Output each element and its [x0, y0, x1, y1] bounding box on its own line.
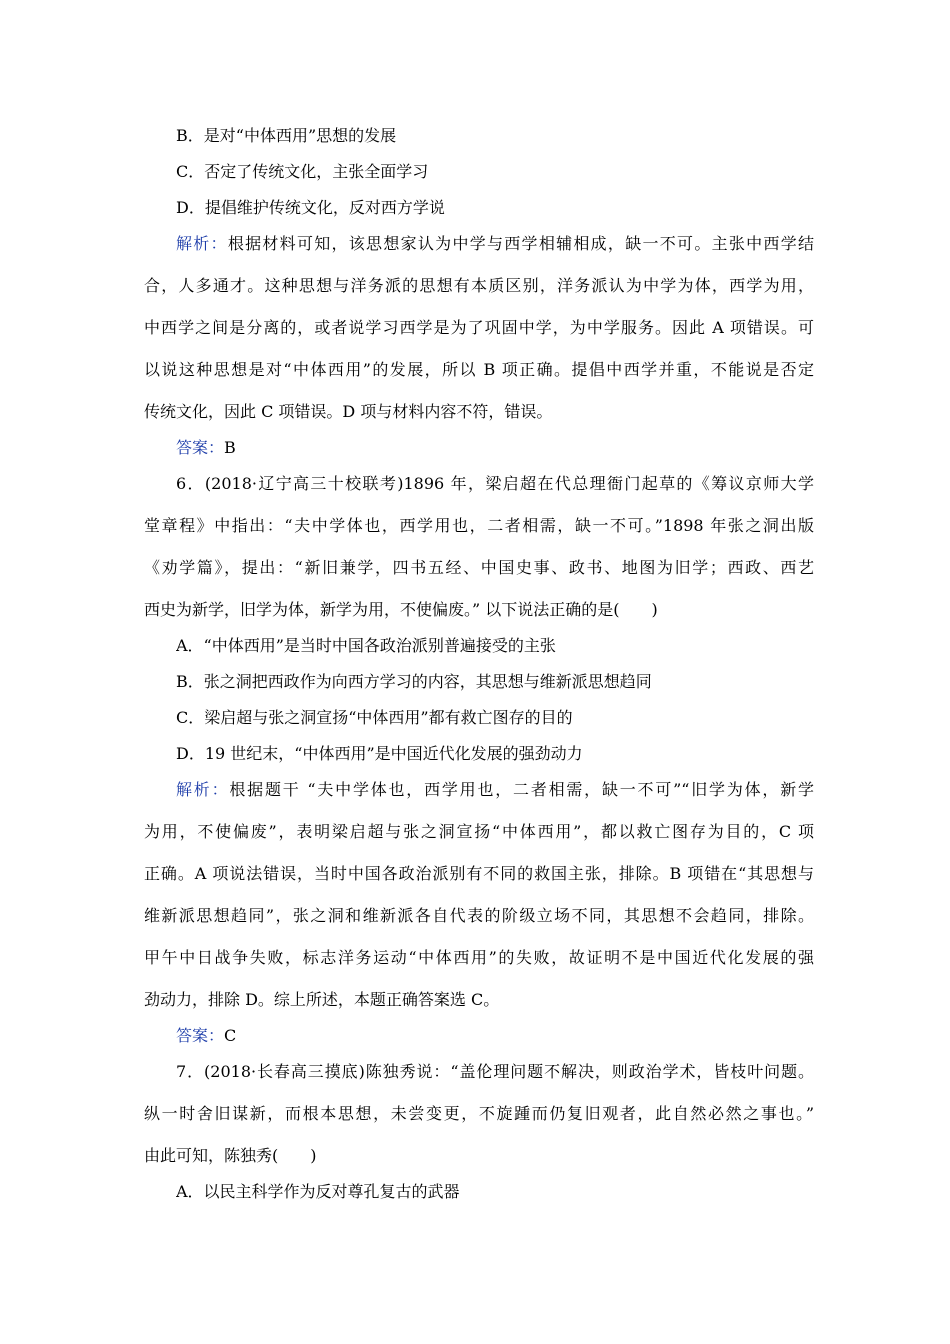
- q6-stem-line: 《劝学篇》，提出：“新旧兼学，四书五经、中国史事、政书、地图为旧学；西政、西艺: [144, 558, 814, 577]
- q6-analysis-line: 劲动力，排除 D。综上所述，本题正确答案选 C。: [144, 990, 500, 1009]
- q6-stem-line: 堂章程》中指出：“夫中学体也，西学用也，二者相需，缺一不可。”1898 年张之洞出版: [144, 516, 814, 535]
- q5-analysis-line: 解析：根据材料可知，该思想家认为中学与西学相辅相成，缺一不可。主张中西学结: [176, 234, 814, 253]
- q7-stem-line: 纵一时舍旧谋新，而根本思想，未尝变更，不旋踵而仍复旧观者，此自然必然之事也。”: [144, 1104, 814, 1123]
- q5-answer: [176, 433, 814, 463]
- q6-option-b: B．张之洞把西政作为向西方学习的内容，其思想与维新派思想趋同: [176, 672, 652, 691]
- q6-analysis-line: 解析：根据题干 “夫中学体也，西学用也，二者相需，缺一不可”“旧学为体，新学: [176, 780, 814, 799]
- q5-option-b: B．是对“中体西用”思想的发展: [176, 126, 397, 145]
- q6-option-d: D．19 世纪末，“中体西用”是中国近代化发展的强劲动力: [176, 744, 583, 763]
- q6-analysis-line: 为用，不使偏废”，表明梁启超与张之洞宣扬“中体西用”，都以救亡图存为目的，C 项: [144, 822, 814, 841]
- q5-analysis-line: 以说这种思想是对“中体西用”的发展，所以 B 项正确。提倡中西学并重，不能说是否定: [144, 360, 814, 379]
- q6-answer-value: C: [224, 1026, 237, 1045]
- q6-answer: [176, 1021, 814, 1051]
- q5-analysis-label: 解析：: [176, 234, 228, 253]
- q7-option-a: A．以民主科学作为反对尊孔复古的武器: [176, 1182, 460, 1201]
- q6-analysis-line: 正确。A 项说法错误，当时中国各政治派别有不同的救国主张，排除。B 项错在“其思想与: [144, 864, 814, 883]
- q6-analysis-line: 维新派思想趋同”，张之洞和维新派各自代表的阶级立场不同，其思想不会趋同，排除。: [144, 906, 814, 925]
- q5-option-d: D．提倡维护传统文化，反对西方学说: [176, 198, 445, 217]
- q6-stem-line: 6．(2018·辽宁高三十校联考)1896 年，梁启超在代总理衙门起草的《筹议京师大学: [176, 474, 814, 493]
- q5-answer-value: B: [224, 438, 236, 457]
- q5-analysis-line: 传统文化，因此 C 项错误。D 项与材料内容不符，错误。: [144, 402, 553, 421]
- q6-analysis-label: 解析：: [176, 780, 230, 799]
- q6-answer-label: 答案：: [176, 1026, 225, 1045]
- q7-stem-line: 7．(2018·长春高三摸底)陈独秀说：“盖伦理问题不解决，则政治学术，皆枝叶问题。: [176, 1062, 814, 1081]
- q6-option-a: A．“中体西用”是当时中国各政治派别普遍接受的主张: [176, 636, 556, 655]
- q6-analysis-line: 甲午中日战争失败，标志洋务运动“中体西用”的失败，故证明不是中国近代化发展的强: [144, 948, 814, 967]
- q6-stem-line: 西史为新学，旧学为体，新学为用，不使偏废。” 以下说法正确的是( ): [144, 600, 658, 619]
- q7-stem-line: 由此可知，陈独秀( ): [144, 1146, 317, 1165]
- q5-analysis-line: 中西学之间是分离的，或者说学习西学是为了巩固中学，为中学服务。因此 A 项错误。可: [144, 318, 814, 337]
- q5-option-c: C．否定了传统文化，主张全面学习: [176, 162, 429, 181]
- q5-analysis-line: 合，人多通才。这种思想与洋务派的思想有本质区别，洋务派认为中学为体，西学为用，: [144, 276, 814, 295]
- q6-option-c: C．梁启超与张之洞宣扬“中体西用”都有救亡图存的目的: [176, 708, 573, 727]
- q5-answer-label: 答案：: [176, 438, 225, 457]
